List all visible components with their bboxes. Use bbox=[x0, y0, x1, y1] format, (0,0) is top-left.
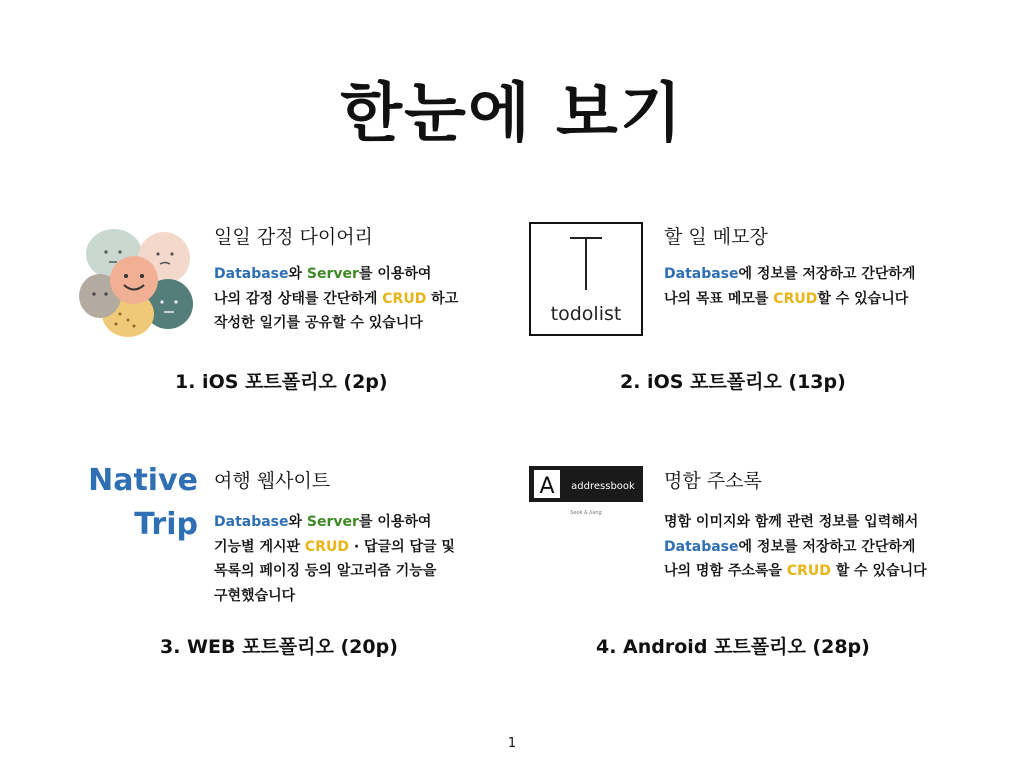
database-label: Database bbox=[664, 266, 739, 282]
project-description: Database에 정보를 저장하고 간단하게 나의 목표 메모를 CRUD할 수 있습니다 bbox=[664, 266, 916, 307]
server-label: Server bbox=[306, 266, 359, 282]
logo-text: Native bbox=[88, 463, 198, 498]
crud-label: CRUD bbox=[304, 538, 349, 555]
database-label: Database bbox=[214, 514, 289, 530]
todolist-logo bbox=[529, 222, 643, 336]
project-description: 명함 이미지와 함께 관련 정보를 입력해서 Database에 정보를 저장하고 간단하게 나의 명함 주소록을 CRUD 할 수 있습니다 bbox=[664, 514, 927, 579]
database-label: Database bbox=[214, 266, 289, 282]
project-caption: 2. iOS 포트폴리오 (13p) bbox=[620, 371, 846, 393]
server-label: Server bbox=[306, 514, 359, 530]
crud-label: CRUD bbox=[382, 290, 427, 307]
logo-text: addressbook bbox=[571, 481, 635, 492]
logo-text: Trip bbox=[134, 507, 198, 542]
crud-label: CRUD bbox=[786, 563, 831, 579]
project-caption: 4. Android 포트폴리오 (28p) bbox=[596, 636, 870, 658]
addressbook-logo bbox=[529, 466, 643, 520]
page-title: 한눈에 보기 bbox=[340, 77, 684, 151]
database-label: Database bbox=[664, 538, 739, 555]
logo-subtext: Seok & Jiang bbox=[570, 510, 602, 516]
project-description: Database와 Server를 이용하여 나의 감정 상태를 간단하게 CRUD 하고 작성한 일기를 공유할 수 있습니다 bbox=[214, 266, 459, 331]
project-title: 여행 웹사이트 bbox=[214, 470, 331, 492]
native-trip-logo bbox=[82, 458, 200, 544]
logo-letter: A bbox=[539, 474, 555, 499]
project-title: 명함 주소록 bbox=[664, 470, 762, 492]
project-description: Database와 Server를 이용하여 기능별 게시판 CRUD · 답글의 답글 및 목록의 페이징 등의 알고리즘 기능을 구현했습니다 bbox=[214, 514, 455, 604]
project-title: 할 일 메모장 bbox=[664, 226, 768, 248]
page-number: 1 bbox=[507, 736, 517, 751]
emotion-faces-icon bbox=[76, 222, 194, 340]
logo-text: todolist bbox=[550, 303, 622, 325]
project-title: 일일 감정 다이어리 bbox=[214, 226, 373, 248]
project-caption: 1. iOS 포트폴리오 (2p) bbox=[175, 371, 388, 393]
project-caption: 3. WEB 포트폴리오 (20p) bbox=[160, 636, 398, 658]
crud-label: CRUD bbox=[773, 290, 818, 307]
